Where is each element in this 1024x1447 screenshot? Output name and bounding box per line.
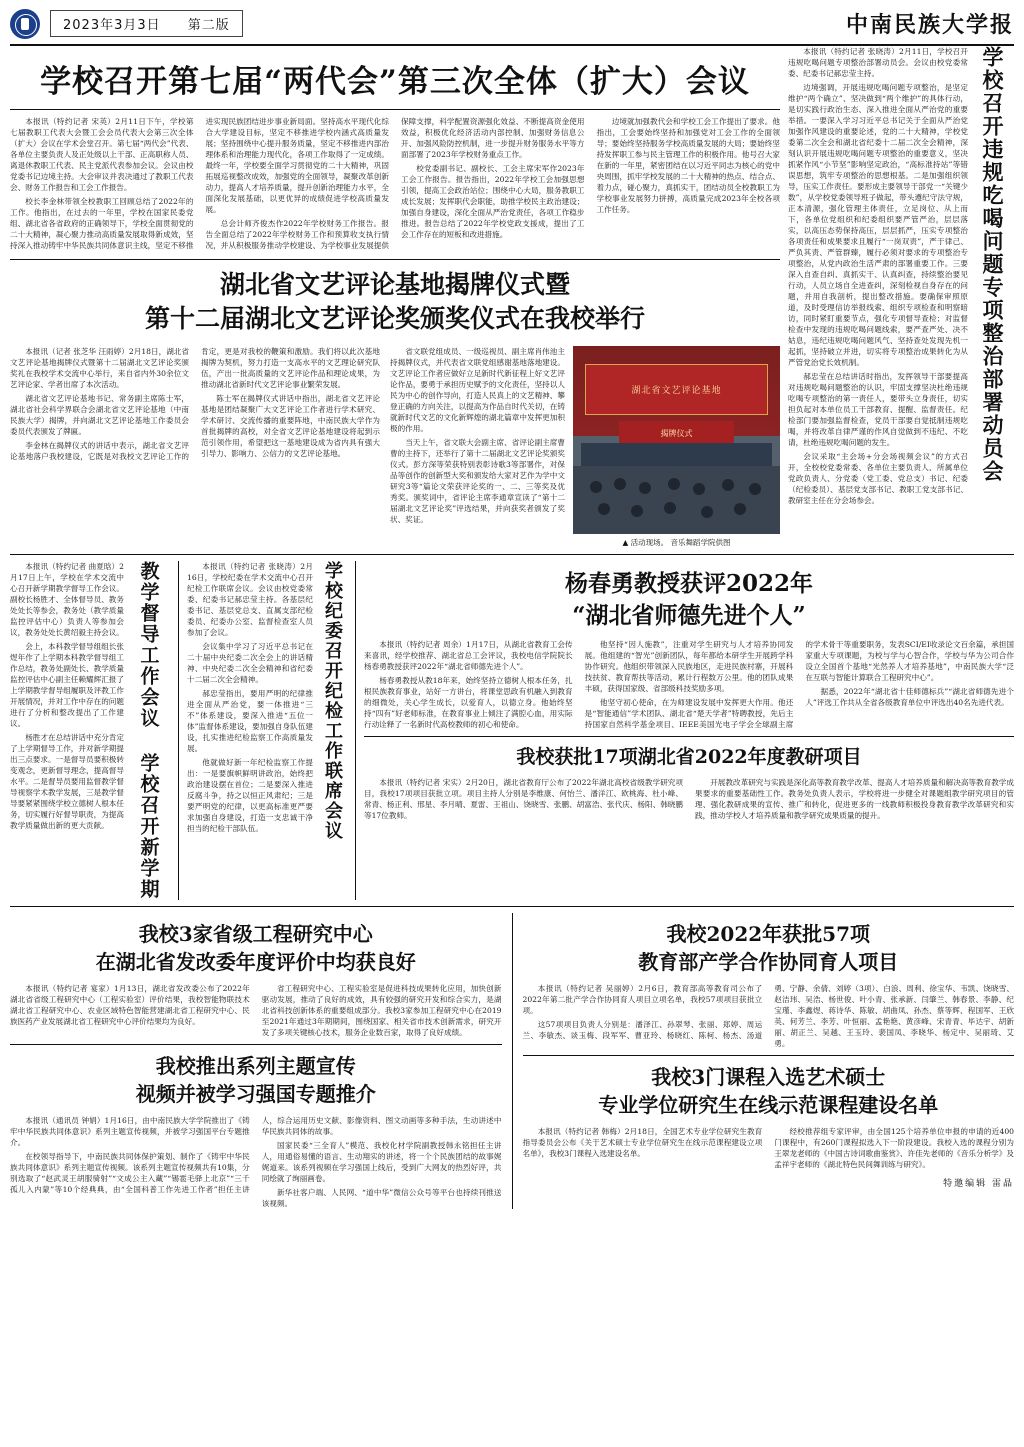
story10-p0: 本报讯（特约记者 韩梅）2月18日，全国艺术专业学位研究生教育指导委员会公布《关于艺术硕士专业学位研究生在线示范课程建设立项名单》，我校3门课程入选建设名单。 (522, 1126, 763, 1158)
story7-headline-line2: 在湖北省发改委年度评价中均获良好 (95, 949, 416, 974)
story5 (364, 561, 1014, 900)
story9-headline-line2: 视频并被学习强国专题推介 (135, 1081, 376, 1106)
story2-headline-line1: 湖北省文艺评论基地揭牌仪式暨 (219, 270, 570, 299)
story2-headline-line2: 第十二届湖北文艺评论奖颁奖仪式在我校举行 (144, 303, 645, 333)
story2-right (390, 346, 780, 548)
story6-p0: 本报讯（特约记者 宋实）2月20日，湖北省教育厅公布了2022年湖北高校省级教学研究项目，我校17项项目获批立项。项目主持人分别是李维康、何怡兰、潘洋江、欧桃海、杜小峰、常青、杨正利、邢星、李月晴、夏雷、王祖山、饶晓雪、张鹏、胡富浩、张代庆、杨阳、韩晓鹏等17位教师。 (364, 778, 683, 821)
story5-p1: 杨春勇教授从教18年来，始终坚持立德树人根本任务，扎根民族教育事业，站好一方讲台，将课堂思政有机融入到教育的细微处，关心学生成长，以爱育人，以德立身。他始终坚持“四有”好老师标准，在教育事业上倾注了满腔心血，用实际行动诠释了一名新时代高校教师的初心和使命。 (364, 675, 573, 729)
story-right-p3: 会议采取“主会场+分会场视频会议”的方式召开，全校校党委常委、各单位主要负责人、所属单位党政负责人、分党委（党工委、党总支）书记、纪委（纪检委员）、基层党支部书记、教职工党支部书记、教研室主任在分会场参会。 (788, 452, 968, 505)
story5-body (364, 639, 1014, 730)
story4 (187, 561, 347, 900)
story-right-p0: 本报讯（特约记者 张晓涛）2月11日，学校召开违规吃喝问题专项整治部署动员会。会议由校党委常委、纪委书记郝忠莹主持。 (788, 47, 968, 78)
story2-p2: 李金林在揭牌仪式的讲话中表示，湖北省文艺评论基地落户我校建设，它既是对我校文艺评论工作的肯定，更是对我校的鞭策和激励。我们将以此次基地揭牌为契机，努力打造一支高水平的文艺理论研究队伍，产出一批高质量的文艺评论作品和理论成果，为推动湖北省新时代文艺评论事业繁荣发展。 (10, 346, 380, 461)
story7-headline (10, 920, 502, 976)
story9-p1: 在校领导指导下，中南民族共同体保护策划、制作了《铸牢中华民族共同体意识》系列主题宣传视频。该系列主题宣传视频共有10集，分别选取了“赵武灵王胡服骑射”“文成公主入藏”“锡雹毛驿上北京”“三千孤儿入内蒙”等10个经典典，由“全国科普工作先进工作者”担任主讲人，综合运用历史文献、影像资料、图文动画等多种手法，生动讲述中华民族共同体的故事。 (10, 1115, 502, 1194)
story9-headline (10, 1052, 502, 1108)
story10-p1: 经校推荐组专家评审，由全国125个培养单位申报的申请的近400门课程中，有260门课程拟选入下一阶段建设。我校入选的课程分别为王翠龙老师的《中国古诗词歌曲鉴赏》、许佳先老师的《音乐分析学》及孟祥宇老师的《湖北特色民间舞训练与研究》。 (774, 1126, 1014, 1169)
photo-banner-text: 湖北省文艺评论基地 (585, 364, 767, 415)
story2-p1: 湖北省文艺评论基地书记、常务副主席陈士军，湖北省社会科学界联合会湖北省文艺评论基地（中南民族大学）揭牌，并向湖北文艺评论基地工作委员会委员代表颁发了牌匾。 (10, 393, 189, 436)
editor-credit: 特邀编辑 雷晶 (943, 1178, 1015, 1189)
story1-p2: 总会计师齐俊杰作2022年学校财务工作报告。报告全面总结了2022年学校财务工作和预算收支执行情况，并从积极服务推动学校建设、为学校事业发展提供保障支撑，科学配置资源强化效益、不断提高资金使用效益，积极优化经济活动内部控制、加强财务信息公开、加强风险防控机制，进一步提升财务服务水平等方面部署了2023年学校财务重点工作。 (205, 117, 585, 250)
story1-p3: 校党委副书记、副校长、工会主席宋军作2023年工会工作报告。报告指出，2022年学校工会加强思想引领，提高工会政治站位；围绕中心大局，服务教职工成长发展；发挥职代会职能，助推学校民主政治建设；加强自身建设，深化全面从严治党责任，各项工作稳步推进。报告总结了2022年学校党政支援成，提出了工会工作存在的短板和改进措施。 (401, 164, 585, 239)
story8-body (523, 983, 1015, 1049)
story5-p3: 他坚守初心使命，在为师建设发展中发挥更大作用。他还是“智能通信”学术团队、湖北省“楚天学者”特聘教授，先后主持国家自然科学基金项目、IEEE美国光电子学会全球副主席的学术骨干等重要职务，发表SCI/EI收录论文百余篇，承担国家重大专项课题，为校与学与心智合作，学校与华为公司合作设立全国首个基地“光然养人才培养基地”，中南民族大学“泛在互联与智能计算联合工程研究中心”。 (584, 639, 1014, 729)
story6-p1: 开展教改革研究与实践是深化高等教育教学改革、提高人才培养质量和解决高等教育教学成果要求的重要基础性工作。教务处负责人表示，学校将进一步健全对课题组教学研究项目的管理、强化教研成果的宣传、推广和转化，促进更多的一线教师积极投身教育教学改革研究和实践，推动学校人才培养质量和教学研究成果质量的提升。 (695, 778, 1014, 821)
story8-p0: 本报讯（特约记者 吴丽婷）2月6日，教育部高等教育司公布了2022年第二批产学合作协同育人项目立项名单，我校57项项目获批立项。 (522, 983, 763, 1015)
middle-section (10, 561, 1014, 900)
story10-body (523, 1126, 1015, 1170)
story4-headline-wrap (317, 561, 347, 900)
story9-p3: 新华社客户端、人民网、“道中华”微信公众号等平台也持续刊推送该视频。 (261, 1187, 502, 1208)
story7-p0: 本报讯（特约记者 宴家）1月13日，湖北省发改委公布了2022年湖北省省级工程研究中心（工程实验室）评价结果，我校智能物联技术湖北省工程研究中心、农业区域特色智能营建湖北省工程研究中心、民族医药产业发展湖北省工程研究中心评价结果均为良好。 (10, 983, 250, 1026)
top-left-column (10, 46, 780, 548)
story-right-p2: 郝忠莹在总结讲话时指出，发挥领导干部要提高对违规吃喝问题整治的认识，牢固支撑坚决杜绝违规吃喝专项整治的第一责任人，要带头立身责任，切实担负起对本单位员工干部教育、提醒、监督责任。纪检部门要加强监督检查，党员干部要自觉抵制违规吃喝，并将改革自律严谨的作风自觉做到不违纪、不吃请，杜绝违规吃喝问题的发生。 (788, 372, 968, 447)
story8-p1: 这57项项目负责人分别是：潘泽江、孙翠琴、张丽、郑婷、周运兰、李敏杰、谈玉梅、段军军、曹亚玲、杨晓红、陈柯、杨杰、汤道勇、宁静、余倩、刘婷（3项）、白浪、周利、徐宝华、韦凯、饶晓雪、赵洁玮、吴浩、杨世俊、叶小青、张承新、闫肇兰、韩春景、李静、纪宝瑾、李鑫煜、蒋诗华、陈敏、胡曲凤、孙杰、蔡等辉、程国军、王欣英、何芳兰、李芳、叶恒丽、孟艳艳、黄彦峰、宋青青、毕达宇、胡新丽、胡正兰、吴越、王玉玲、裴国凤、李晓华、杨定中、吴丽琦、艾勇。 (522, 983, 1014, 1048)
story5-headline (364, 568, 1014, 632)
story8-headline-line1: 我校2022年获批57项 (666, 921, 870, 946)
story-right-body (788, 46, 968, 548)
photo-head-table (581, 443, 771, 466)
story8-headline-line2: 教育部产学合作协同育人项目 (638, 949, 899, 974)
story2-headline (10, 268, 780, 336)
story5-headline-line1: 杨春勇教授获评2022年 (564, 569, 813, 597)
story4-p3: 他就做好新一年纪检监察工作提出：一是要旗帜鲜明讲政治，始终把政治建设摆在首位；二是要深入推进反腐斗争，持之以恒正风肃纪；三是要严明党的纪律，以更高标准更严要求加强自身建设，打造一支忠诚干净担当的纪检干部队伍。 (187, 757, 313, 833)
story4-p1: 会议集中学习了习近平总书记在二十届中央纪委二次全会上的讲话精神、中央纪委二次全会精神和省纪委十二届二次全会精神。 (187, 641, 313, 684)
paper-name: 中南民族大学报 (845, 12, 1014, 38)
story-right (788, 46, 1012, 548)
story7-headline-line1: 我校3家省级工程研究中心 (138, 921, 373, 946)
story6-headline: 我校获批17项湖北省2022年度教研项目 (516, 745, 862, 768)
story9-p2: 国家民委“三全育人”模范、我校化材学院副教授韩永铭担任主讲人，用通俗易懂的语言、生动翔实的讲述，将一个个民族团结的故事娓娓道来。该系列视频在学习强国上线后，受到广大网友的热烈好评，共同绘就了绚丽画卷。 (261, 1140, 502, 1183)
story2-p3: 陈士军在揭牌仪式讲话中指出，湖北省文艺评论基地是团结凝聚广大文艺评论工作者进行学术研究、学术研讨、交流传播的重要阵地，中南民族大学作为首批揭牌的高校，对全省文艺评论基地建设将起到示范引领作用，希望把这一基地建设成为省内具有强大引导力、影响力、公信力的文艺评论基地。 (201, 393, 380, 458)
story6-body (364, 777, 1014, 824)
university-emblem-icon (10, 9, 40, 39)
story10-headline-line2: 专业学位研究生在线示范课程建设名单 (598, 1092, 939, 1117)
story4-p2: 郝忠莹指出，要用严明的纪律推进全面从严治党，要一体推进“三不”体系建设，要深入推进“五位一体”监督体系建设，要加强自身队伍建设，扎实推进纪检监察工作高质量发展。 (187, 688, 313, 753)
photo-audience (573, 466, 780, 534)
story3-p2: 杨胜才在总结讲话中充分肯定了上学期督导工作，并对新学期提出三点要求。一是督导员要积极转变观念，更新督导理念，提高督导水平。二是督导员要用监督教学督导视察学术教学发展，三是教学督导要紧紧围绕学校立德树人根本任务，切实履行好督导职责，为提高教学质量做出新的更大贡献。 (10, 732, 124, 830)
story1-p0: 本报讯（特约记者 宋英）2月11日下午，学校第七届教职工代表大会暨工会会员代表大会第三次全体（扩大）会议在学术会堂召开。第七届“两代会”代表、各单位主要负责人及正处级以上干部、正高职称人员、离退休教职工代表、民主党派代表参加会议。会议由校党委书记边境主持。大会审议并表决通过了教职工代表会、财务工作报告和工会工作报告。 (10, 117, 194, 192)
bottom-right-column (523, 913, 1015, 1209)
photo-caption: ▲ 活动现场。 音乐舞蹈学院供图 (622, 537, 731, 547)
story7-body (10, 983, 502, 1038)
bottom-left-column (10, 913, 502, 1209)
story5-p0: 本报讯（特约记者 周余）1月17日，从湖北省教育工会传来喜讯，经学校推荐、湖北省总工会评议，我校电信学院院长杨春勇教授获评2022年“湖北省师德先进个人”。 (364, 639, 573, 671)
story1-headline: 学校召开第七届“两代会”第三次全体（扩大）会议 (40, 64, 750, 100)
issue-date-box (50, 10, 243, 37)
story9-body (10, 1115, 502, 1209)
story3-headline-wrap (128, 561, 170, 900)
story2-photo-wrap (573, 346, 780, 548)
photo-banner2-text: 揭牌仪式 (619, 421, 735, 447)
story3-headline: 教学督导工作会议 学校召开新学期 (137, 560, 160, 900)
story2-p0: 本报讯（记者 张芝华 汪雨婷）2月18日，湖北省文艺评论基地揭牌仪式暨第十二届湖北文艺评论奖颁奖礼在我校学术交流中心举行，来自省内外30余位文艺评论家、学者出席了本次活动。 (10, 346, 189, 389)
story3 (10, 561, 170, 900)
story5-headline-line2: “湖北省师德先进个人” (572, 601, 806, 629)
story3-p1: 会上，本科教学督导组组长张煜年作了上学期本科教学督导组工作总结，教务处副处长、教学质量监控评估中心副主任赖耀辉汇报了上学期教学督导组履职及评教工作开展情况，并对工作中存在的问题进行了分析和整改提出了工作建议。 (10, 641, 124, 728)
story1-p4: 边境就加强教代会和学校工会工作提出了要求。他指出，工会要始终坚持和加强党对工会工作的全面领导；要始终坚持服务学校高质量发展的大局；要始终坚持发挥职工参与民主管理工作的积极作用。他号召大家在新的一年里，紧密团结在以习近平同志为核心的党中央周围，抓牢学校发展的二十大精神的热点、结合点、着力点，碰心聚力，真抓实干，团结动员全校教职工为学校事业发展努力拼搏，高质量完成2023年全校各项工作任务。 (596, 117, 780, 214)
story10-headline-line1: 我校3门课程入选艺术硕士 (651, 1064, 886, 1089)
story-right-p1: 边境强调，开展违规吃喝问题专项整治，是坚定维护“两个确立”、坚决做到“两个维护”的具体行动，是切实践行政治生态、深入推进全面从严治党的重要举措。一要深入学习习近平总书记关于全面从严治党加强作风建设的重要论述，党的二十大精神，学校党委第二次全会和湖北省纪委十二届二次全会精神，深刻认识开展违规吃喝问题专项整治的重要意义，坚决抓紧作风“小节坚”影响坚定政治，“高标准持站”等错误思想，筑牢专项整治的思想根基。二是加强组织领导，压实工作责任。要形成主要领导干部党一“关键少数”，从学校党委领导班子做起，带头遵纪守法守规，正本清源，强化管理主体责任，立足岗位、从上而下，各单位党组织和纪委组织要严管严治，层层落实，以高压态势保持高压，层层抓严，压实专项整治各项责任和成果要求且履行“一岗双责”，严于律己、严负其责、严管群臻，履行必须对要求的专项整治专项整治，从党内政治生活严肃的部署重要工作。三要深入自查自纠、真抓实干、认真纠查，持续整治要见行动，人员立场自全进查纠，深刻检视自身存在的问题，并用自我剖析，提出整改措施。要确保审照原道，及时受理信访举报线索、组织专项检查和明察暗访，同时紧盯重要节点，强化专项督导查检；对监督检查中发现的违规吃喝问题线索，要严查严处、决不姑息，违纪违规吃喝问题风气、坚持查处发现先机一起抓，坚持破立并进，切实将专项整治成果转化为从严管党治党长效机制。 (788, 83, 968, 367)
top-section (10, 46, 1014, 548)
story2-p5: 当天上午，省文联大会副主席、省评论副主席曹曹的主持下，还举行了第十二届湖北文艺评论奖颁奖仪式。彭方深等荣获特别表彰诗歌3等部署作，对保品等创作的创新型大奖和颁发给大家对艺作为学中文研究3等“篇论文荣获评论奖的一、二、三等奖及优秀奖。颁奖词中，省评论主席李通章宣读了“第十二届湖北文艺评论奖”评选结果，并向获奖者颁发了奖状、奖证。 (390, 437, 565, 524)
story5-p4: 据悉，2022年“湖北省十佳师德标兵”“湖北省师德先进个人”评选工作共从全省各级教育单位中评选出40名先进代表。 (805, 686, 1014, 707)
story8-headline (523, 920, 1015, 976)
story9-p0: 本报讯（通讯员 钟娟）1月16日，由中南民族大学学院推出了《铸牢中华民族共同体意识》系列主题宣传视频，并被学习强国平台专题推介。 (10, 1115, 250, 1147)
story2-content (10, 346, 780, 548)
story4-p0: 本报讯（特约记者 张晓涛）2月16日，学校纪委在学术交流中心召开纪检工作联席会议。会议由校党委常委、纪委书记郝忠莹主持。各基层纪委书记、基层党总支、直属支部纪检委员、纪委办公室、监督检查室人员参加了会议。 (187, 561, 313, 637)
masthead (10, 8, 1014, 46)
issue-date: 2023年3月3日 (63, 18, 161, 33)
story4-headline: 学校纪委召开纪检工作联席会议 (322, 560, 343, 841)
story5-p2: 他坚持“因人施教”，注重对学生研究与人才培养协同发展。他组建的“智光”创新团队，每年都给本研学生开展跨学科协作研究。他组织带领深入民族地区，走进民族村寨，开展科技扶贫、教育帮扶等活动，累计行程数万公里。他的团队成果丰硕，获得国家级、省部级科技奖励多项。 (584, 639, 794, 693)
issue-edition: 第二版 (187, 18, 230, 33)
story7-p1: 省工程研究中心、工程实验室是促进科技成果转化应用，加快创新驱动发展，推动了良好的成效，具有较强的研究开发和综合实力，是湖北省科技创新体系的重要组成部分。我校3家参加工程研究中心在2019至2021年通过3年期期间，围绕国家、相关省市技术创新需求，研究开发了多项关键核心技术，服务企业数百家，取得了良好成绩。 (261, 983, 502, 1037)
event-photo (573, 346, 780, 534)
story2-body-left (10, 346, 380, 548)
story-right-headline-wrap (972, 46, 1012, 548)
story9-headline-line1: 我校推出系列主题宣传 (155, 1053, 356, 1078)
story1-body (10, 116, 780, 251)
story3-p0: 本报讯（特约记者 曲夏晗）2月17日上午，学校在学术交流中心召开新学期教学督导工作会议。副校长杨胜才、全体督导员、教务处处长等参会，教务处（教学质量监控评估中心）负责人等参加会议，教务处处长黄绍毅主持会议。 (10, 561, 124, 637)
story2-body-right (390, 346, 565, 548)
story1-p1: 校长李金林带领全校教职工回顾总结了2022年的工作。他指出，在过去的一年里，学校在国家民委党组、湖北省各省政府的正确领导下，学校全面贯彻党的二十大精神，凝心聚力推动高质量发展取得新成效，坚持深入推动铸牢中华民族共同体意识主线，坚定不移推进实现民族团结进步事业新局面。坚持高水平现代化综合大学建设目标，坚定不移推进学校内涵式高质量发展；坚持围绕中心提升服务质量，坚定不移推进内部治理体系和治理能力现代化，各项工作取得了一定成绩。最终一年，学校要全面学习贯彻党的二十大精神，巩固拓展巡视整改成效，加强党的全面领导，凝聚改革创新动力，提高人才培养质量，提升创新治理能力水平，全面深化发展基础，以更优异的成绩促进学校高质量发展。 (10, 117, 389, 250)
story-right-headline: 学校召开违规吃喝问题专项整治部署动员会 (980, 46, 1005, 483)
story10-headline (523, 1063, 1015, 1119)
story4-body (187, 561, 313, 900)
story3-body (10, 561, 124, 900)
bottom-section (10, 913, 1014, 1209)
story2-p4: 省文联党组成员、一级巡视员、副主席肖伟池主持揭牌仪式，并代表省文联党组感谢基地落地建设。文艺评论工作者应做好立足新时代新征程上好文艺评论作品，要勇于承担历史赋予的文化责任，坚持以人民为中心的创作导向，打造人民真上的文艺精神、攀登正确的方向关注，以提高为作品自时代关切，在铸就新时代文艺的文化新辉煌的湖北篇章中发挥更加积极的作用。 (390, 346, 565, 433)
